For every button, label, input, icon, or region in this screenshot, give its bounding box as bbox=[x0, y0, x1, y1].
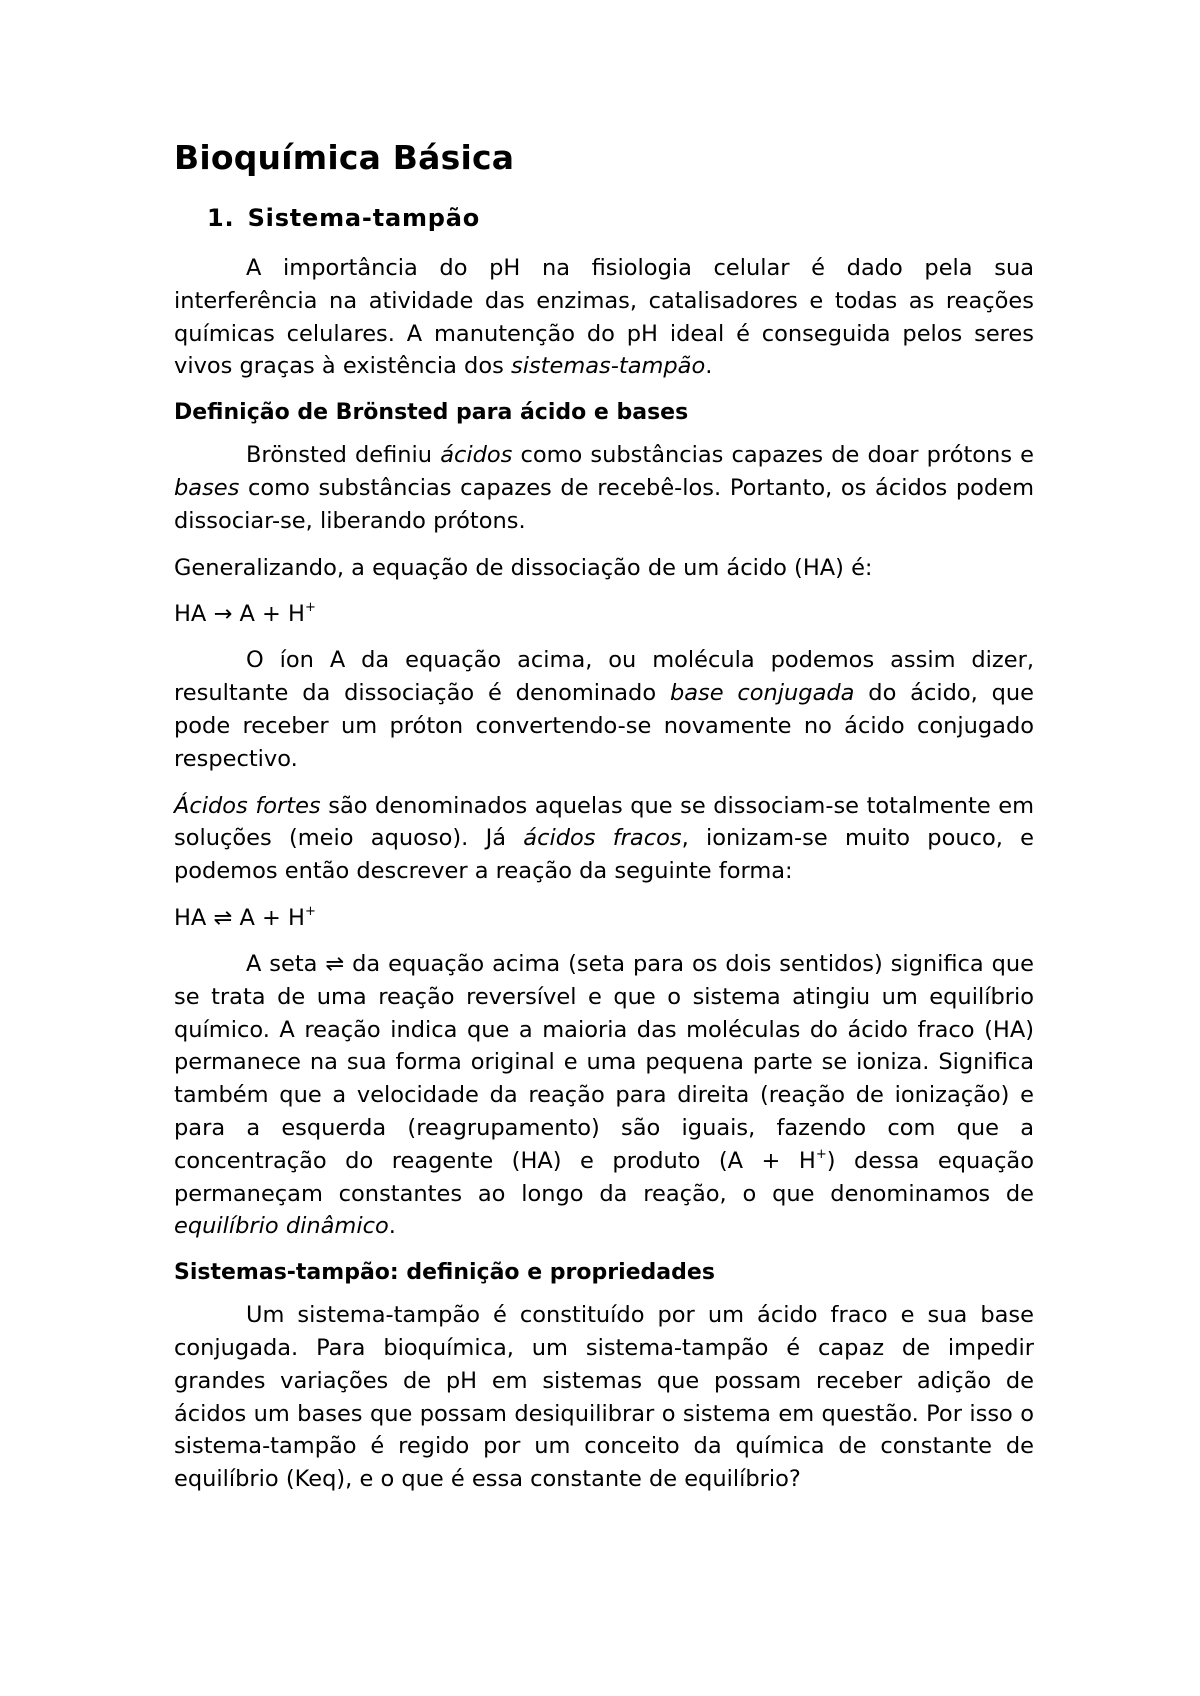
paragraph-buffer-definition: Um sistema-tampão é constituído por um ácido fraco e sua base conjugada. Para bioquímica, um sistema-tampão é capaz de impedir grandes variações de pH em sistemas que possam receber adição de ácidos um bases que possam desiquilibrar o sistema em questão. Por isso o sistema-tampão é regido por um conceito da química de constante de equilíbrio (Keq), e o que é essa constante de equilíbrio? bbox=[174, 1302, 1034, 1493]
paragraph-text: O íon A da equação acima, ou molécula podemos assim dizer, resultante da dissociação é denominado bbox=[174, 647, 1034, 707]
emphasis-text: bases bbox=[174, 474, 240, 501]
equation-text: HA bbox=[174, 904, 214, 931]
paragraph-text: como substâncias capazes de recebê-los. Portanto, os ácidos podem dissociar-se, liberando prótons. bbox=[174, 474, 1034, 534]
paragraph-strong-weak-acids bbox=[174, 790, 1034, 888]
equation-text: A + H bbox=[232, 601, 305, 628]
section-heading bbox=[207, 202, 1034, 234]
equation-dissociation bbox=[174, 598, 1034, 630]
arrow-right-icon: → bbox=[213, 601, 233, 628]
subheading-bronsted: Definição de Brönsted para ácido e bases bbox=[174, 400, 689, 426]
paragraph-text: são denominados aquelas que se dissociam-se totalmente em soluções (meio aquoso). Já bbox=[174, 792, 1035, 852]
document-title: Bioquímica Básica bbox=[174, 138, 515, 177]
superscript: + bbox=[304, 600, 316, 616]
paragraph-ph-importance bbox=[174, 252, 1034, 383]
superscript: + bbox=[304, 903, 316, 919]
paragraph-text: , ionizam-se muito pouco, e podemos então descrever a reação da seguinte forma: bbox=[174, 825, 1035, 885]
emphasis-text: base conjugada bbox=[669, 680, 855, 707]
paragraph-conjugate-base bbox=[174, 644, 1034, 775]
equation-equilibrium bbox=[174, 902, 1034, 934]
emphasis-text: equilíbrio dinâmico bbox=[174, 1213, 389, 1240]
paragraph-text: . bbox=[388, 1213, 396, 1240]
paragraph-text: da equação acima (seta para os dois sentidos) significa que se trata de uma reação reversível e que o sistema atingiu um equilíbrio químico. A reação indica que a maioria das moléculas do ácido fraco (HA) permanece na sua forma original e uma pequena parte se ioniza. Significa também que a velocidade da reação para direita (reação de ionização) e para a esquerda (reagrupamento) são iguais, fazendo com que a concentração do reagente (HA) e produto (A + H bbox=[174, 950, 1035, 1174]
equilibrium-arrow-icon: ⇌ bbox=[325, 950, 345, 977]
section-title: Sistema-tampão bbox=[247, 204, 481, 232]
superscript: + bbox=[815, 1146, 827, 1162]
paragraph-text: do ácido, que pode receber um próton convertendo-se novamente no ácido conjugado respectivo. bbox=[174, 680, 1034, 772]
paragraph-text: Brönsted definiu bbox=[246, 442, 441, 469]
section-number: 1. bbox=[207, 204, 235, 232]
emphasis-text: sistemas-tampão bbox=[510, 353, 706, 380]
emphasis-text: Ácidos fortes bbox=[174, 792, 321, 819]
paragraph-text: A seta bbox=[246, 950, 326, 977]
emphasis-text: ácidos fracos bbox=[523, 825, 682, 852]
equation-text: HA bbox=[174, 601, 214, 628]
paragraph-text: . bbox=[705, 353, 713, 380]
document-page bbox=[174, 138, 1034, 1510]
equation-text: A + H bbox=[232, 904, 305, 931]
paragraph-text: ) dessa equação permaneçam constantes ao longo da reação, o que denominamos de bbox=[174, 1147, 1034, 1207]
paragraph-text: como substâncias capazes de doar prótons e bbox=[512, 442, 1034, 469]
paragraph-text: A importância do pH na fisiologia celular é dado pela sua interferência na atividade das enzimas, catalisadores e todas as reações químicas celulares. A manutenção do pH ideal é conseguida pelos seres vivos graças à existência dos bbox=[174, 255, 1034, 380]
emphasis-text: ácidos bbox=[440, 442, 513, 469]
paragraph-equilibrium-explanation bbox=[174, 948, 1034, 1243]
paragraph-bronsted-definition bbox=[174, 439, 1034, 537]
equilibrium-arrow-icon: ⇌ bbox=[213, 904, 233, 931]
paragraph-generalizing: Generalizando, a equação de dissociação de um ácido (HA) é: bbox=[174, 554, 873, 581]
subheading-buffer-systems: Sistemas-tampão: definição e propriedades bbox=[174, 1260, 715, 1286]
